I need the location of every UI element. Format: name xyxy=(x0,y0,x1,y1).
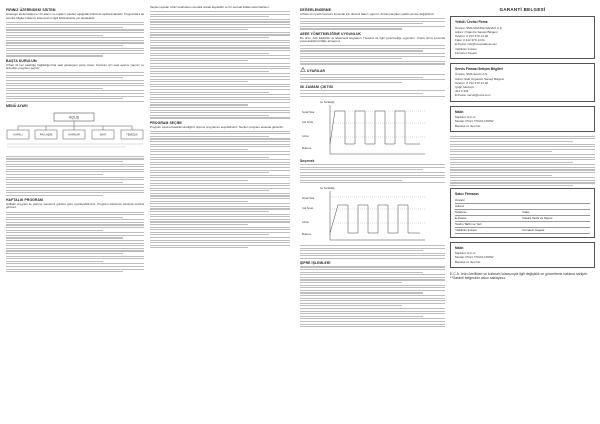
chart-title: Isı Sıcaklığı xyxy=(320,186,335,191)
text-block xyxy=(300,164,445,183)
kv-line: Faks: 0 212 370 14 01 xyxy=(455,38,485,43)
column-1 xyxy=(6,6,144,274)
heading: DEĞERLENDİRME xyxy=(300,8,332,12)
text-block xyxy=(300,245,445,259)
kv-line: Adres: Organize Sanayi Bölgesi xyxy=(455,29,498,34)
column-4-warranty xyxy=(450,6,595,281)
kv-line: Modeli: POLY TOUCH 600W xyxy=(455,255,494,260)
column-2 xyxy=(150,6,290,250)
kv-line: Çağrı Merkezi: xyxy=(455,85,475,90)
heading: AEEE YÖNETMELİĞİNE UYGUNLUK xyxy=(300,31,362,36)
kv-line: Ünvanı: SMA Servis A.Ş. xyxy=(455,72,489,77)
heading: FIRINIZ ÜZERİNDEKİ SİSTEM xyxy=(6,8,56,12)
form-field[interactable]: Teslim Tarihi ve Yeri: xyxy=(455,222,590,228)
box-title: Yetkili / Üretici Firma xyxy=(455,20,488,24)
text-block xyxy=(300,74,445,83)
paragraph: Seçilen ayarlar cihaz tarafından otomatik olarak kaydedilir ve bir sonraki kullanımda hatırlanır. xyxy=(150,5,270,9)
kv-line: Ünvanı: SMA MAKİNA SANAYİ A.Ş. xyxy=(455,25,503,30)
chart-label: Sıcak Hava xyxy=(302,110,315,114)
kv-line: Bandrol ve Seri No: xyxy=(455,123,482,128)
paragraph: Gösterge ekranındaki her bir alanın ve tuşların işlevleri aşağıdaki bölümde açıklanmaktadır. Programlara ait ayrıntılı bilgiler kullanım kılavuzunun ilgili bölümlerinde yer almaktadır. xyxy=(6,12,144,20)
chart-label: Çok Sıcak xyxy=(302,120,313,124)
diagram-box-2: PAYLAŞIM xyxy=(39,133,53,137)
paragraph: Program tuşuna basarak istediğiniz pişirme programını seçebilirsiniz. Seçilen program ekranda gösterilir. xyxy=(150,124,284,129)
heading: Seçenek xyxy=(300,158,315,163)
diagram-box-4: SAAT xyxy=(99,133,107,137)
manufacturer-box xyxy=(450,16,595,59)
form-field[interactable]: Adresi: xyxy=(455,204,590,210)
service-box xyxy=(450,63,595,102)
box-title: Servis Firması İletişim Bilgileri xyxy=(455,66,503,71)
text-block xyxy=(6,156,144,196)
text-block xyxy=(300,90,445,96)
diagram-box-3: AYARLAR xyxy=(68,133,80,137)
diagram-box-5: TEMİZLİK xyxy=(126,133,138,137)
heading: HAFTALIK PROGRAM xyxy=(6,197,43,202)
form-row[interactable]: E-Posta: Fatura Tarihi ve Sayısı: xyxy=(455,216,590,222)
paragraph: Cihazı ilk kez elektriğe bağladığınızda saat göstergesi yanıp söner. Kurulum için saat ayarını yapınız ve ardından programı seçiniz. xyxy=(6,62,144,71)
kv-line: Telefon: 0 212 370 13 00 xyxy=(455,80,489,85)
warnings-heading: UYARILAR xyxy=(307,68,326,73)
heat-chart-1 xyxy=(300,99,445,157)
column-3 xyxy=(300,6,445,329)
warning-icon xyxy=(300,67,306,72)
text-block xyxy=(300,18,445,29)
paragraph: Bu ürün, Atık Elektrikli ve Elektronik Eşyaların Yönetimi ile ilgili yönetmeliğe uygundur. Ürünü ömrü sonunda evsel atıklarla birlikte atmayınız. xyxy=(300,35,445,44)
text-block xyxy=(150,131,290,249)
form-field[interactable]: Ünvanı: xyxy=(455,198,590,204)
form-row[interactable]: Yetkilinin İmzası: Firmanın Kaşesi: xyxy=(455,228,590,234)
chart-title: Isı Sıcaklığı xyxy=(320,99,335,104)
box-title: Malın xyxy=(455,109,464,114)
kv-line: E-Posta: servis@sma.com xyxy=(455,93,491,98)
text-block xyxy=(6,22,144,57)
kv-line: Telefon: 0 212 370 14 00 xyxy=(455,33,489,38)
chart-label: Isıtma xyxy=(302,221,309,225)
heading: PROGRAM SEÇİMİ xyxy=(150,120,182,125)
footer-note: E.C.A. ürün özellikleri ve kullanım kılavuzuyla ilgili değişiklik ve güncelleme hakkına sahiptir. **Garanti belgesinin aslını saklayınız. xyxy=(450,271,588,281)
heading: ŞİFRE İŞLEMLERİ xyxy=(300,260,331,265)
kv-line: Firmanın Kaşesi: xyxy=(455,50,478,55)
chart-label: Sıcak Hava xyxy=(302,197,315,201)
kv-line: E-Posta: info@smamakina.com xyxy=(455,42,498,47)
chart-label: Bekleme xyxy=(302,233,312,237)
kv-line: Modeli: POLY TOUCH 600W xyxy=(455,119,494,124)
kv-line: Yetkilinin İmzası: xyxy=(455,46,478,51)
form-row[interactable]: Telefonu: Faks: xyxy=(455,210,590,216)
product-box xyxy=(450,106,595,132)
chart-label: Bekleme xyxy=(302,146,312,150)
text-block xyxy=(6,72,144,102)
heading: MENÜ AYARI xyxy=(6,103,28,108)
heading: BAŞTA KURULUM xyxy=(6,58,37,63)
heat-chart-2 xyxy=(300,185,445,243)
warranty-title: GARANTİ BELGESİ xyxy=(499,7,546,12)
heading xyxy=(300,67,445,73)
box-title: Malın xyxy=(455,245,464,250)
menu-diagram xyxy=(6,112,144,152)
kv-line: Bandrol ve Seri No: xyxy=(455,259,482,264)
kv-line: 444 0 333 xyxy=(455,89,469,94)
paragraph: Cihazınızın performansını korumak için düzenli bakım yapınız. Arızalı parçaları yetkili servise değiştirtiniz. xyxy=(300,12,435,16)
product-box-2 xyxy=(450,242,595,268)
text-block xyxy=(150,11,290,118)
diagram-top-label: AÇILIŞ xyxy=(68,115,80,120)
heading: ISI ZAMANI ÇIKTISI xyxy=(300,84,334,89)
text-block xyxy=(300,45,445,64)
kv-line: Markası: E.C.A. xyxy=(455,115,477,120)
diagram-box-1: KAPALI xyxy=(13,133,23,137)
text-block xyxy=(450,136,595,186)
chart-label: Isıtma xyxy=(302,134,309,138)
box-title: Satıcı Firmanın xyxy=(455,192,479,197)
chart-label: Çok Sıcak xyxy=(302,207,313,211)
seller-form xyxy=(450,188,595,238)
kv-line: Markası: E.C.A. xyxy=(455,251,477,256)
text-block xyxy=(6,212,144,273)
kv-line: Adres: Eski Organize Sanayi Bölgesi xyxy=(455,76,504,81)
text-block xyxy=(300,266,445,327)
paragraph: Haftalık program ile pişirme sürelerini günlere göre ayarlayabilirsiniz. Program süresince ekranda sembol görünür. xyxy=(6,201,144,210)
